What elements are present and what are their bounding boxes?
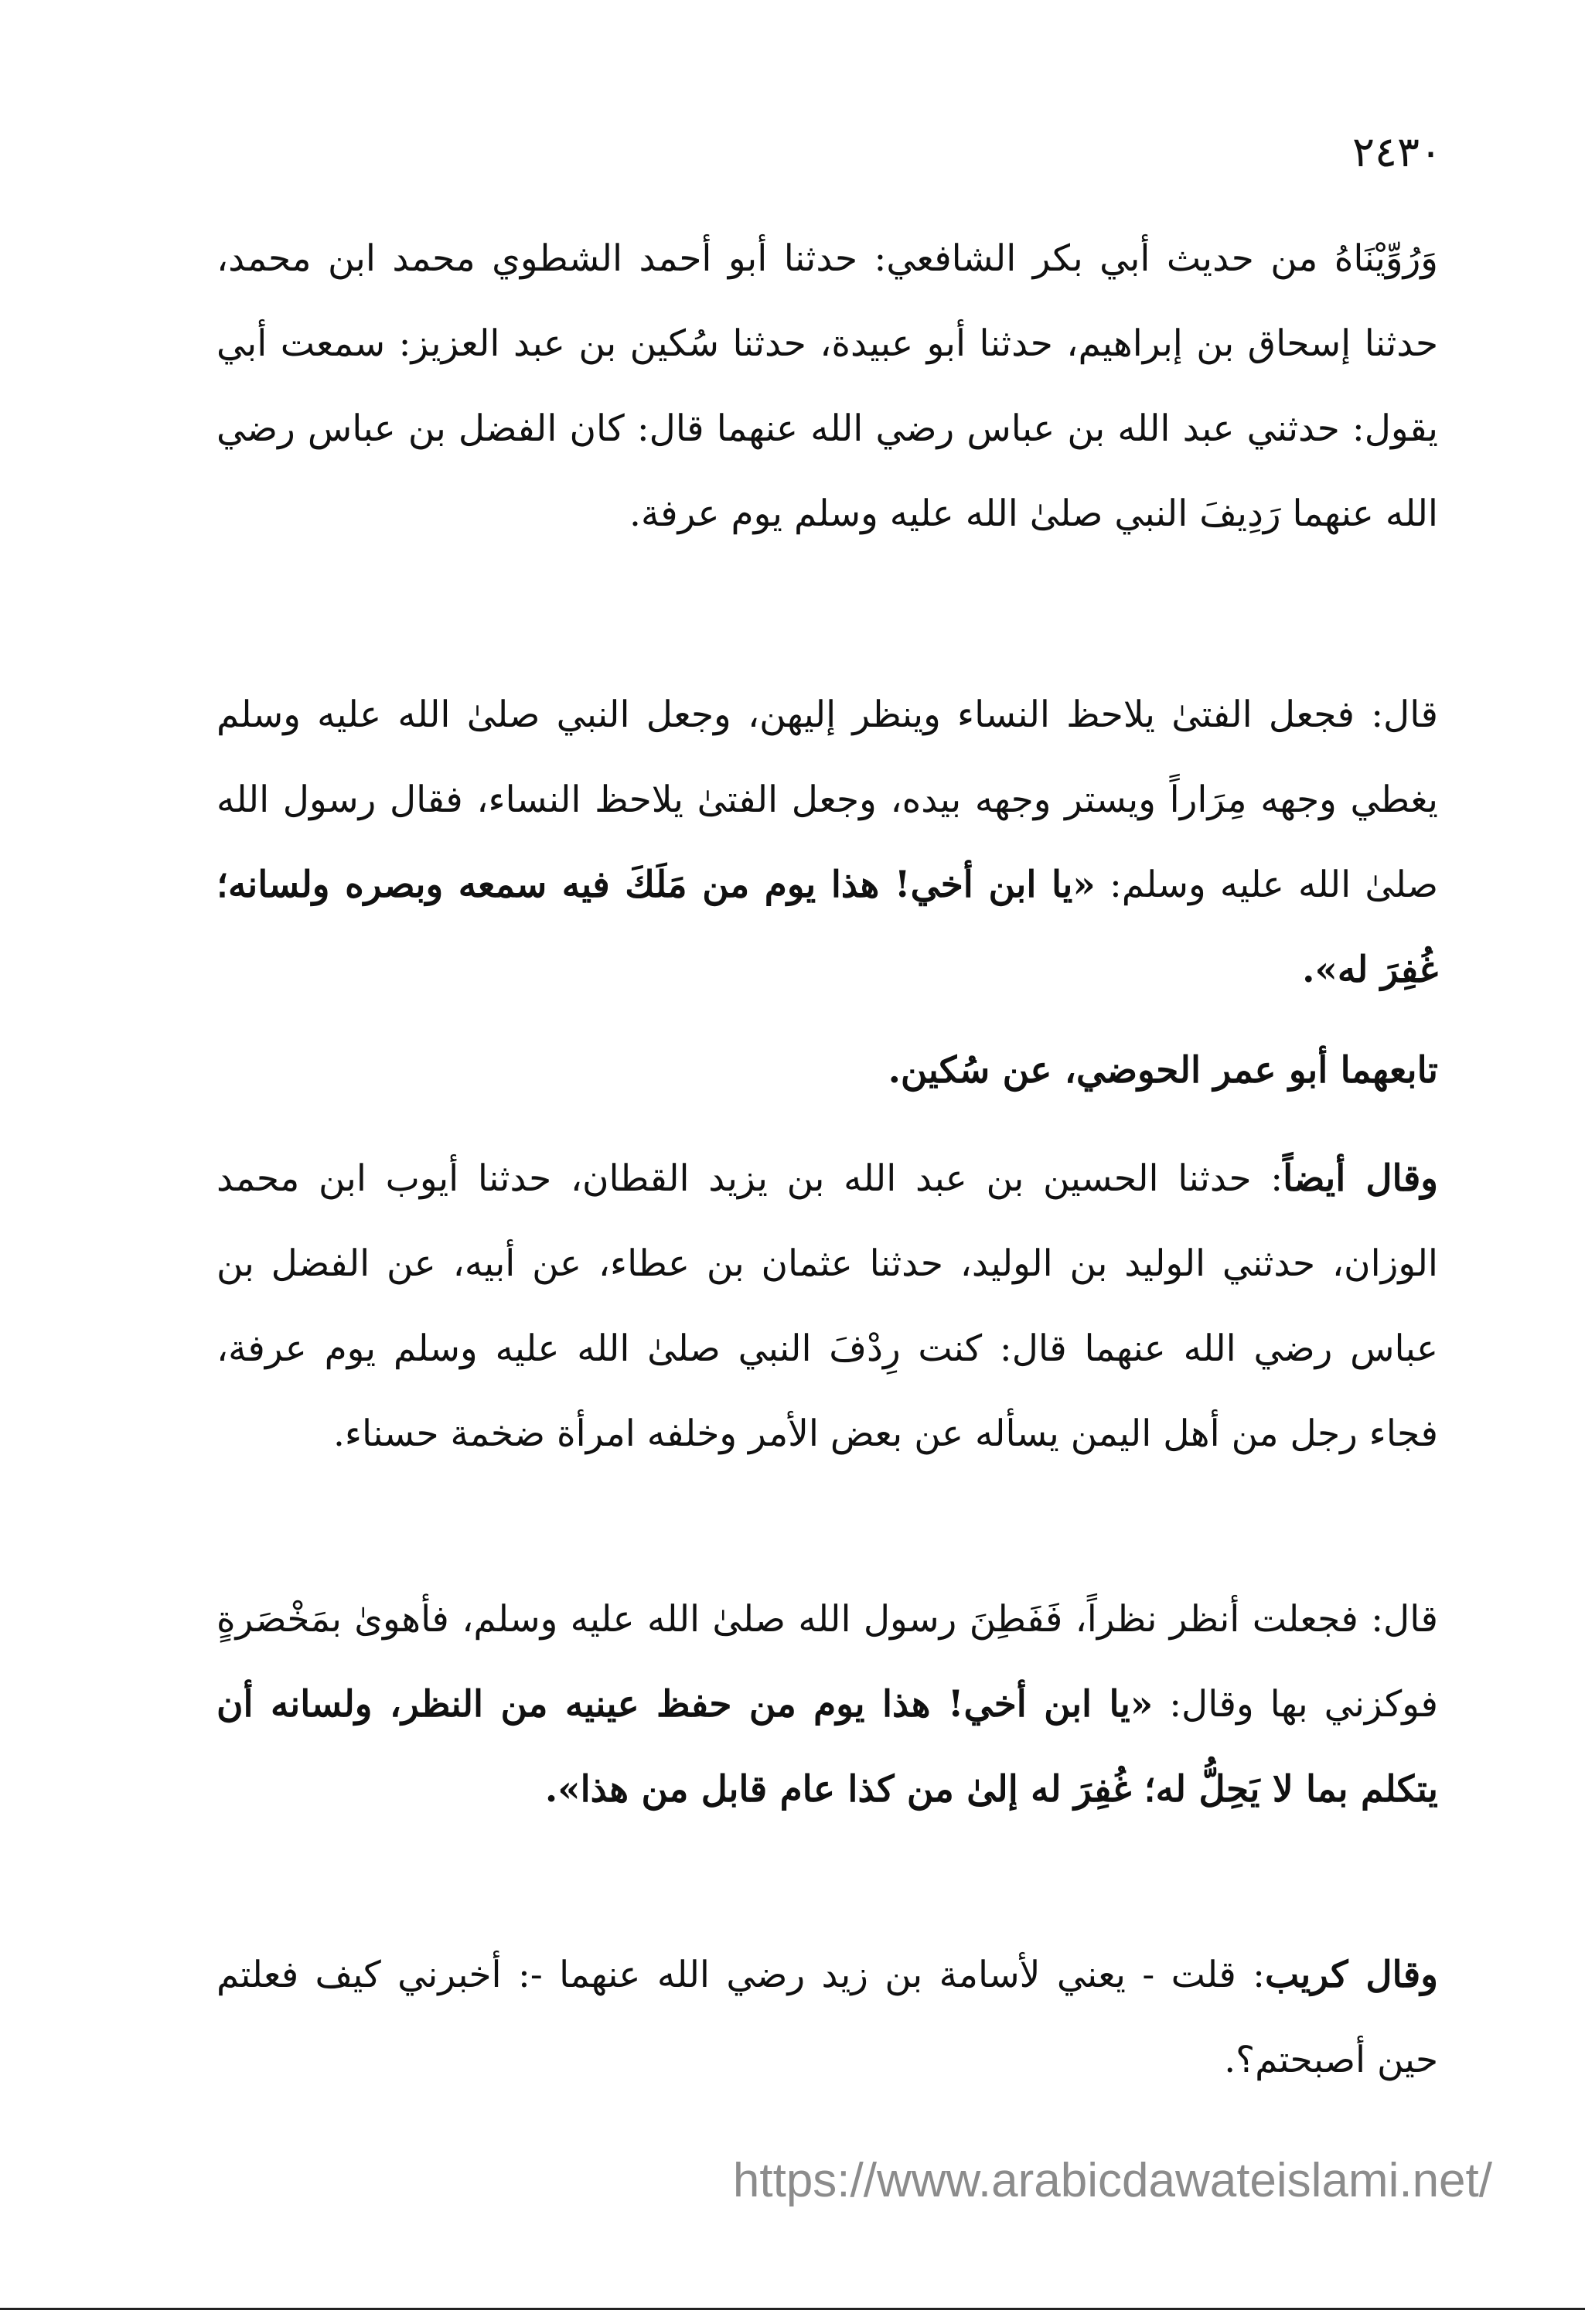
- paragraph-2: [216, 673, 1438, 1013]
- paragraph-6: [216, 1933, 1438, 2103]
- paragraph-1-text: وَرُوِّيْنَاهُ من حديث أبي بكر الشافعي: حدثنا أبو أحمد الشطوي محمد ابن محمد، حدثنا إسحاق بن إبراهيم، حدثنا أبو عبيدة، حدثنا سُكين بن عبد العزيز: سمعت أبي يقول: حدثني عبد الله بن عباس رضي الله عنهما قال: كان الفضل بن عباس رضي الله عنهما رَدِيفَ النبي صلىٰ الله عليه وسلم يوم عرفة.: [216, 237, 1438, 535]
- paragraph-5: [216, 1577, 1438, 1832]
- paragraph-3: [216, 1028, 1438, 1113]
- paragraph-5-text: قال: فجعلت أنظر نظراً، فَفَطِنَ رسول الله صلىٰ الله عليه وسلم، فأهوىٰ بمَخْصَرةٍ فوكزني بها وقال:: [216, 1598, 1438, 1726]
- paragraph-2-bold-tail: «يا ابن أخي! هذا يوم من مَلَكَ فيه سمعه وبصره ولسانه؛ غُفِرَ له».: [216, 864, 1438, 991]
- paragraph-6-text: : قلت - يعني لأسامة بن زيد رضي الله عنهما -: أخبرني كيف فعلتم حين أصبحتم؟.: [216, 1954, 1438, 2081]
- watermark-url: https://www.arabicdawateislami.net/: [732, 2154, 1492, 2207]
- paragraph-3-bold-lead: تابعهما أبو عمر الحوضي، عن سُكين.: [888, 1049, 1438, 1092]
- paragraph-5-bold-tail: «يا ابن أخي! هذا يوم من حفظ عينيه من النظر، ولسانه أن يتكلم بما لا يَحِلُّ له؛ غُفِرَ له إلىٰ من كذا عام قابل من هذا».: [216, 1683, 1438, 1811]
- page-bottom-edge: [0, 2308, 1585, 2310]
- paragraph-6-bold-lead: وقال كريب: [1265, 1954, 1438, 1996]
- paragraph-2-text: قال: فجعل الفتىٰ يلاحظ النساء وينظر إليهن، وجعل النبي صلىٰ الله عليه وسلم يغطي وجهه مِرَاراً ويستر وجهه بيده، وجعل الفتىٰ يلاحظ النساء، فقال رسول الله صلىٰ الله عليه وسلم:: [216, 693, 1438, 906]
- page-number: ٢٤٣٠: [1352, 128, 1442, 176]
- paragraph-4-text: : حدثنا الحسين بن عبد الله بن يزيد القطان، حدثنا أيوب ابن محمد الوزان، حدثني الوليد بن الوليد، حدثنا عثمان بن عطاء، عن أبيه، عن الفضل بن عباس رضي الله عنهما قال: كنت رِدْفَ النبي صلىٰ الله عليه وسلم يوم عرفة، فجاء رجل من أهل اليمن يسأله عن بعض الأمر وخلفه امرأة ضخمة حسناء.: [216, 1157, 1438, 1455]
- paragraph-4-bold-lead: وقال أيضاً: [1283, 1157, 1438, 1200]
- paragraph-1: [216, 216, 1438, 557]
- paragraph-4: [216, 1136, 1438, 1477]
